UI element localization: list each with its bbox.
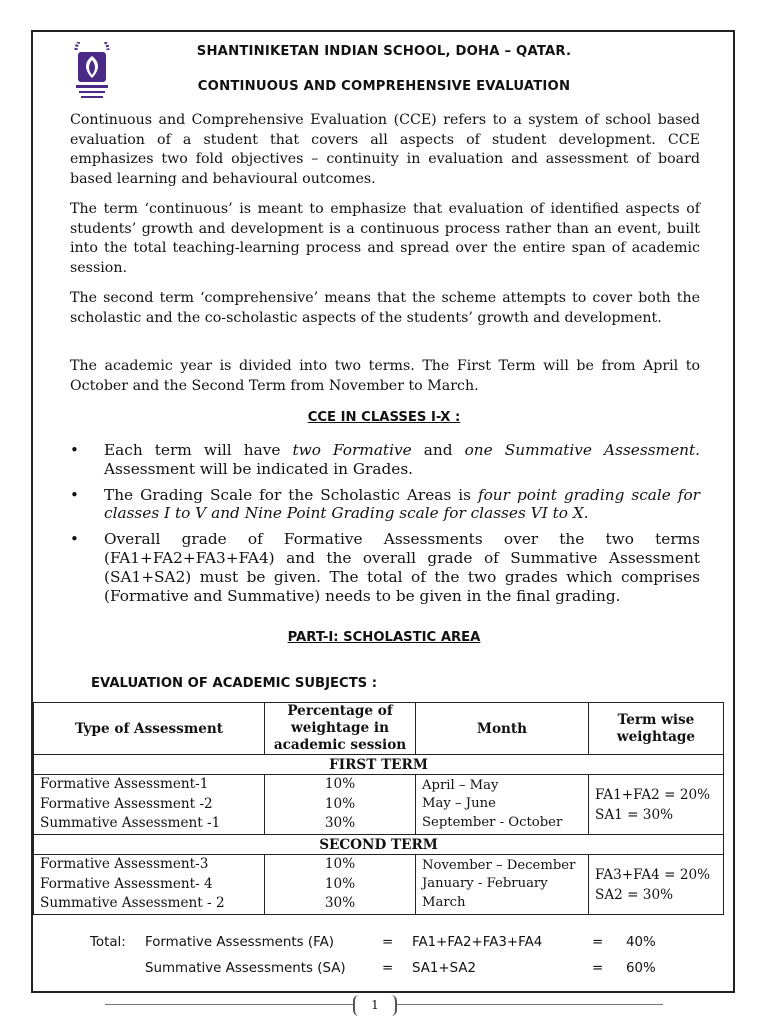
percent-cell: 10% 10% 30% [265, 855, 416, 915]
table-header: Term wise weightage [589, 703, 724, 755]
totals-label: Total: [90, 935, 126, 950]
intro-paragraph-3: The second term ‘comprehensive’ means that the scheme attempts to cover both the scholastic and the co-scholastic aspects of the students’ growth and development. [70, 290, 700, 326]
total-sa-formula: SA1+SA2 [412, 961, 477, 976]
weightage-cell: FA3+FA4 = 20% SA2 = 30% [589, 855, 724, 915]
page-number: 1 [353, 995, 397, 1016]
total-sa-name: Summative Assessments (SA) [145, 961, 346, 976]
percent-cell: 10% 10% 30% [265, 775, 416, 835]
month-cell: November – December January - February March [416, 855, 589, 915]
table-header: Month [416, 703, 589, 755]
table-row [34, 775, 724, 835]
evaluation-heading: EVALUATION OF ACADEMIC SUBJECTS : [91, 676, 378, 691]
first-term-label: FIRST TERM [34, 755, 724, 775]
intro-paragraph-4: The academic year is divided into two terms. The First Term will be from April to October and the Second Term from November to March. [70, 358, 700, 394]
total-fa-eq2: = [592, 935, 604, 950]
second-term-label: SECOND TERM [34, 835, 724, 855]
assessment-types-cell: Formative Assessment-3 Formative Assessment- 4 Summative Assessment - 2 [34, 855, 265, 915]
table-row [34, 855, 724, 915]
intro-paragraph-1: Continuous and Comprehensive Evaluation (CCE) refers to a system of school based evaluation of a student that covers all aspects of student development. CCE emphasizes two fold objectives – continuity in evaluation and assessment of board based learning and behavioural outcomes. [70, 112, 700, 187]
document-title: CONTINUOUS AND COMPREHENSIVE EVALUATION [197, 79, 571, 94]
school-name: SHANTINIKETAN INDIAN SCHOOL, DOHA – QATAR. [196, 44, 572, 59]
footer-rule-right [393, 1004, 663, 1005]
bullet-icon: • [70, 441, 79, 459]
intro-paragraph-2: The term ‘continuous’ is meant to emphasize that evaluation of identified aspects of students’ growth and development is a continuous process rather than an event, built into the total teaching-learning process and spread over the entire span of academic session. [70, 201, 700, 276]
total-sa-eq2: = [592, 961, 604, 976]
cce-classes-heading: CCE IN CLASSES I-X : [307, 410, 461, 425]
table-header: Percentage of weightage in academic session [265, 703, 416, 755]
table-header-row [34, 703, 724, 755]
term-row [34, 755, 724, 775]
bullet-icon: • [70, 485, 79, 504]
list-item: • Overall grade of Formative Assessments over the two terms (FA1+FA2+FA3+FA4) and the overall grade of Summative Assessment (SA1+SA2) must be given. The total of the two grades which comprises (Formative and Summative) needs to be given in the final grading. [70, 530, 700, 605]
list-item: • The Grading Scale for the Scholastic Areas is four point grading scale for classes I to V and Nine Point Grading scale for classes VI to X. [70, 485, 700, 523]
footer-rule-left [105, 1004, 353, 1005]
total-fa-formula: FA1+FA2+FA3+FA4 [412, 935, 543, 950]
total-fa-name: Formative Assessments (FA) [145, 935, 334, 950]
bullet-icon: • [70, 530, 79, 549]
total-sa-value: 60% [626, 961, 656, 976]
weightage-cell: FA1+FA2 = 20% SA1 = 30% [589, 775, 724, 835]
term-row [34, 835, 724, 855]
part-heading: PART-I: SCHOLASTIC AREA [287, 630, 481, 645]
table-header: Type of Assessment [34, 703, 265, 755]
assessment-types-cell: Formative Assessment-1 Formative Assessment -2 Summative Assessment -1 [34, 775, 265, 835]
total-sa-eq: = [382, 961, 394, 976]
cce-bullet-list [70, 441, 700, 612]
total-fa-eq: = [382, 935, 394, 950]
month-cell: April – May May – June September - October [416, 775, 589, 835]
list-item: • Each term will have two Formative and one Summative Assessment. Assessment will be indicated in Grades. [70, 441, 700, 478]
assessment-table [33, 702, 724, 915]
total-fa-value: 40% [626, 935, 656, 950]
